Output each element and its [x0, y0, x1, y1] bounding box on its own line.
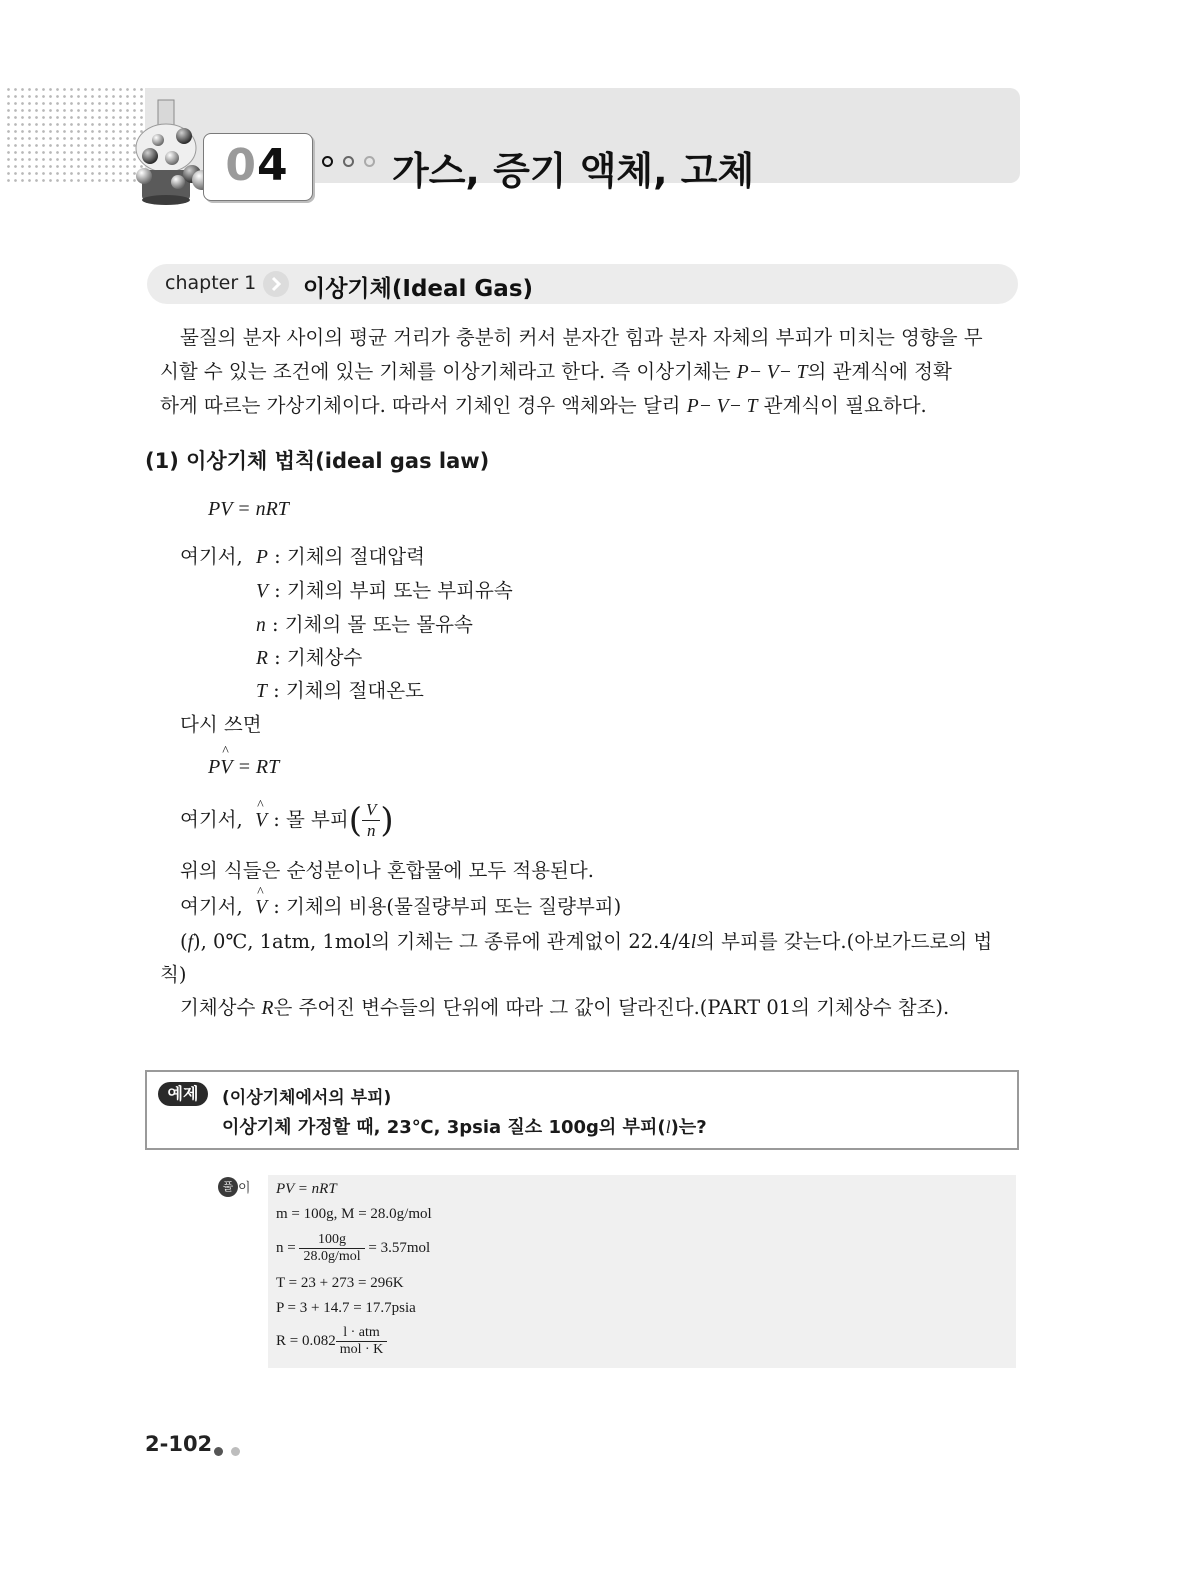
specific-volume-definition: 여기서, ^ V : 기체의 비용(물질량부피 또는 질량부피) [180, 891, 621, 919]
variable-t: T : 기체의 절대온도 [256, 679, 424, 702]
where-label: 여기서, [180, 545, 243, 568]
chapter-number-prefix: 0 [225, 140, 257, 191]
dot-icon [364, 156, 375, 167]
page-number: 2-102 [145, 1432, 213, 1456]
variable-r: R : 기체상수 [256, 646, 363, 669]
solution-line-6: R = 0.082 $\frac{\text{l · atm}}{\text{mol · K}}$ [276, 1325, 387, 1358]
chapter-number-digit: 4 [257, 140, 289, 191]
molar-volume-definition: 여기서, ^ V : 몰 부피( $\frac{V}{n}$ ) [180, 800, 394, 841]
solution-line-3: n = $\frac{100g}{\text{28.0g/mol}}$ = 3.57mol [276, 1232, 431, 1264]
dot-icon [322, 156, 333, 167]
variable-v: V : 기체의 부피 또는 부피유속 [256, 579, 513, 602]
chapter-title: 가스, 증기 액체, 고체 [392, 149, 755, 193]
equation-molar: P^ V = RT [208, 756, 279, 779]
gas-constant-note: 기체상수 R은 주어진 변수들의 단위에 따라 그 값이 달라진다.(PART 01의 기체상수 참조). [180, 996, 950, 1019]
chapter-number [203, 133, 311, 199]
example-title: (이상기체에서의 부피) [222, 1088, 392, 1108]
applies-statement: 위의 식들은 순성분이나 혼합물에 모두 적용된다. [180, 859, 594, 882]
solution-badge-label: 이 [238, 1181, 251, 1196]
title-dots-decoration [322, 152, 380, 171]
variable-p: P : 기체의 절대압력 [256, 545, 425, 568]
solution-line-4: T = 23 + 273 = 296K [276, 1275, 404, 1291]
variable-n: n : 기체의 몰 또는 몰유속 [256, 613, 473, 636]
equation-pv-nrt: PV = nRT [208, 498, 289, 520]
section-title: 이상기체(Ideal Gas) [303, 276, 534, 302]
rewrite-label: 다시 쓰면 [180, 713, 262, 736]
avogadro-line-end: 칙) [160, 963, 187, 986]
solution-line-2: m = 100g, M = 28.0g/mol [276, 1206, 432, 1222]
section-chapter-label: chapter 1 [165, 272, 257, 294]
dot-icon [231, 1447, 240, 1456]
footer-dots-decoration [214, 1441, 243, 1460]
intro-line-1: 물질의 분자 사이의 평균 거리가 충분히 커서 분자간 힘과 분자 자체의 부피가 미치는 영향을 무 [180, 326, 983, 349]
dot-icon [343, 156, 354, 167]
example-badge: 예제 [158, 1082, 208, 1106]
subheading-ideal-gas-law: (1) 이상기체 법칙(ideal gas law) [145, 449, 490, 473]
intro-line-2: 시할 수 있는 조건에 있는 기체를 이상기체라고 한다. 즉 이상기체는 P− V− T의 관계식에 정확 [160, 360, 952, 383]
chevron-right-icon [262, 270, 290, 298]
dot-icon [214, 1447, 223, 1456]
solution-line-1: PV = nRT [276, 1181, 337, 1197]
example-question: 이상기체 가정할 때, 23℃, 3psia 질소 100g의 부피(l)는? [222, 1117, 707, 1138]
solution-badge: 풀 [218, 1177, 238, 1197]
solution-line-5: P = 3 + 14.7 = 17.7psia [276, 1300, 416, 1316]
intro-line-3: 하게 따르는 가상기체이다. 따라서 기체인 경우 액체와는 달리 P− V− T 관계식이 필요하다. [160, 394, 927, 417]
avogadro-line: (f), 0℃, 1atm, 1mol의 기체는 그 종류에 관계없이 22.4/4l의 부피를 갖는다.(아보가드로의 법 [180, 930, 993, 953]
dot-pattern-decoration [5, 86, 145, 182]
